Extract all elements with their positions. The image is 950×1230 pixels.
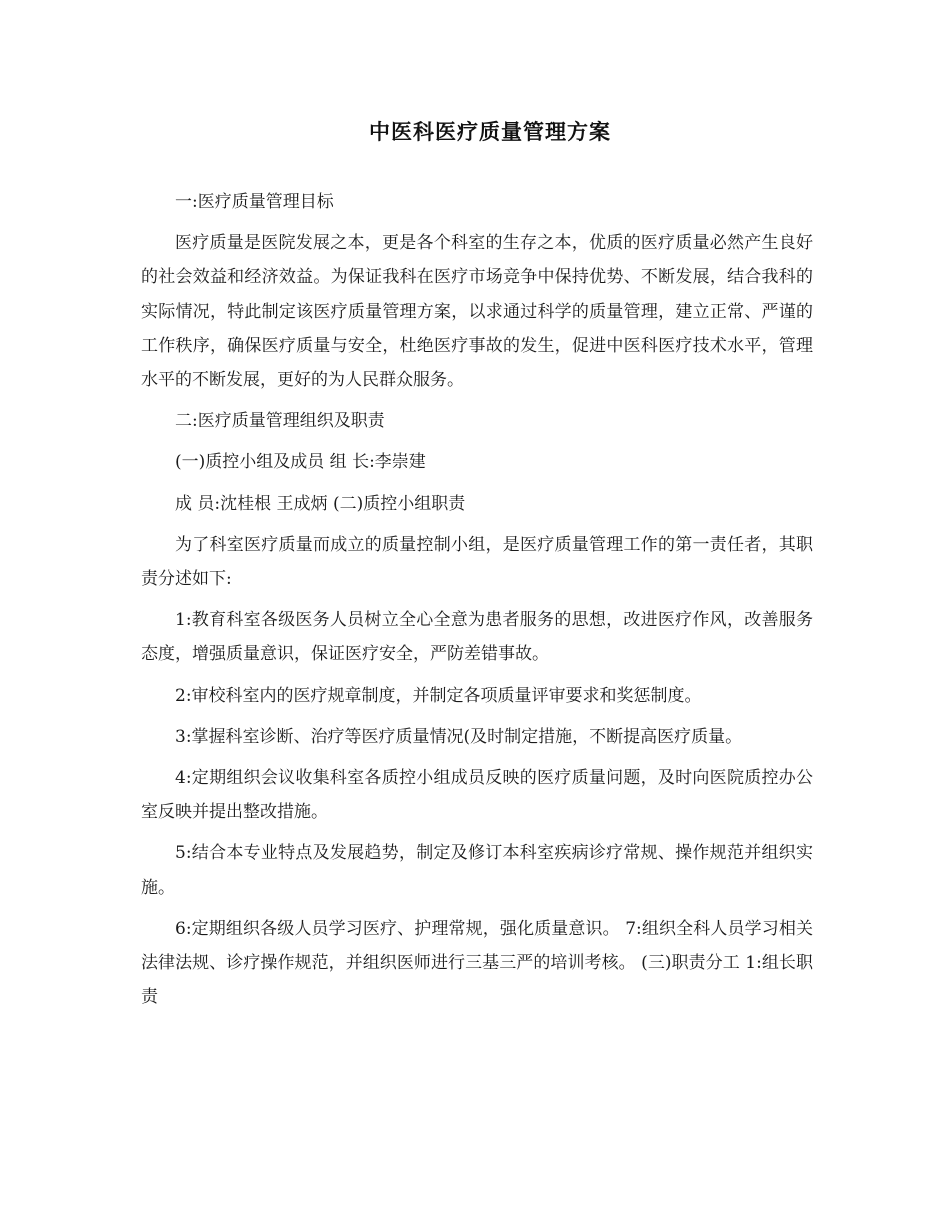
duty-item-2: 2:审校科室内的医疗规章制度，并制定各项质量评审要求和奖惩制度。 [175,685,702,706]
section-heading-1: 一:医疗质量管理目标 [175,192,334,212]
duty-item-5: 5:结合本专业特点及发展趋势，制定及修订本科室疾病诊疗常规、操作规范并组织实施。 [141,843,813,898]
duty-item-3: 3:掌握科室诊断、治疗等医疗质量情况(及时制定措施，不断提高医疗质量。 [175,726,743,747]
group-members-leader: (一)质控小组及成员 组 长:李崇建 [175,452,426,473]
duty-item-6-7: 6:定期组织各级人员学习医疗、护理常规，强化质量意识。 7:组织全科人员学习相关法律法规、诊疗操作规范，并组织医师进行三基三严的培训考核。 (三)职责分工 1:组长职责 [141,918,813,1008]
paragraph-responsibilities-intro: 为了科室医疗质量而成立的质量控制小组，是医疗质量管理工作的第一责任者，其职责分述如下: [141,534,813,590]
duty-item-1: 1:教育科室各级医务人员树立全心全意为患者服务的思想，改进医疗作风，改善服务态度，增强质量意识，保证医疗安全，严防差错事故。 [141,610,813,665]
section-heading-2: 二:医疗质量管理组织及职责 [175,411,385,432]
duty-item-4: 4:定期组织会议收集科室各质控小组成员反映的医疗质量问题，及时向医院质控办公室反映并提出整改措施。 [141,768,813,823]
document-title: 中医科医疗质量管理方案 [369,119,611,144]
group-members-list: 成 员:沈桂根 王成炳 (二)质控小组职责 [175,493,466,514]
paragraph-intro: 医疗质量是医院发展之本，更是各个科室的生存之本，优质的医疗质量必然产生良好的社会效益和经济效益。为保证我科在医疗市场竞争中保持优势、不断发展，结合我科的实际情况，特此制定该医疗质量管理方案，以求通过科学的质量管理，建立正常、严谨的工作秩序，确保医疗质量与安全，杜绝医疗事故的发生，促进中医科医疗技术水平，管理水平的不断发展，更好的为人民群众服务。 [141,233,813,391]
document-body [141,185,813,1014]
